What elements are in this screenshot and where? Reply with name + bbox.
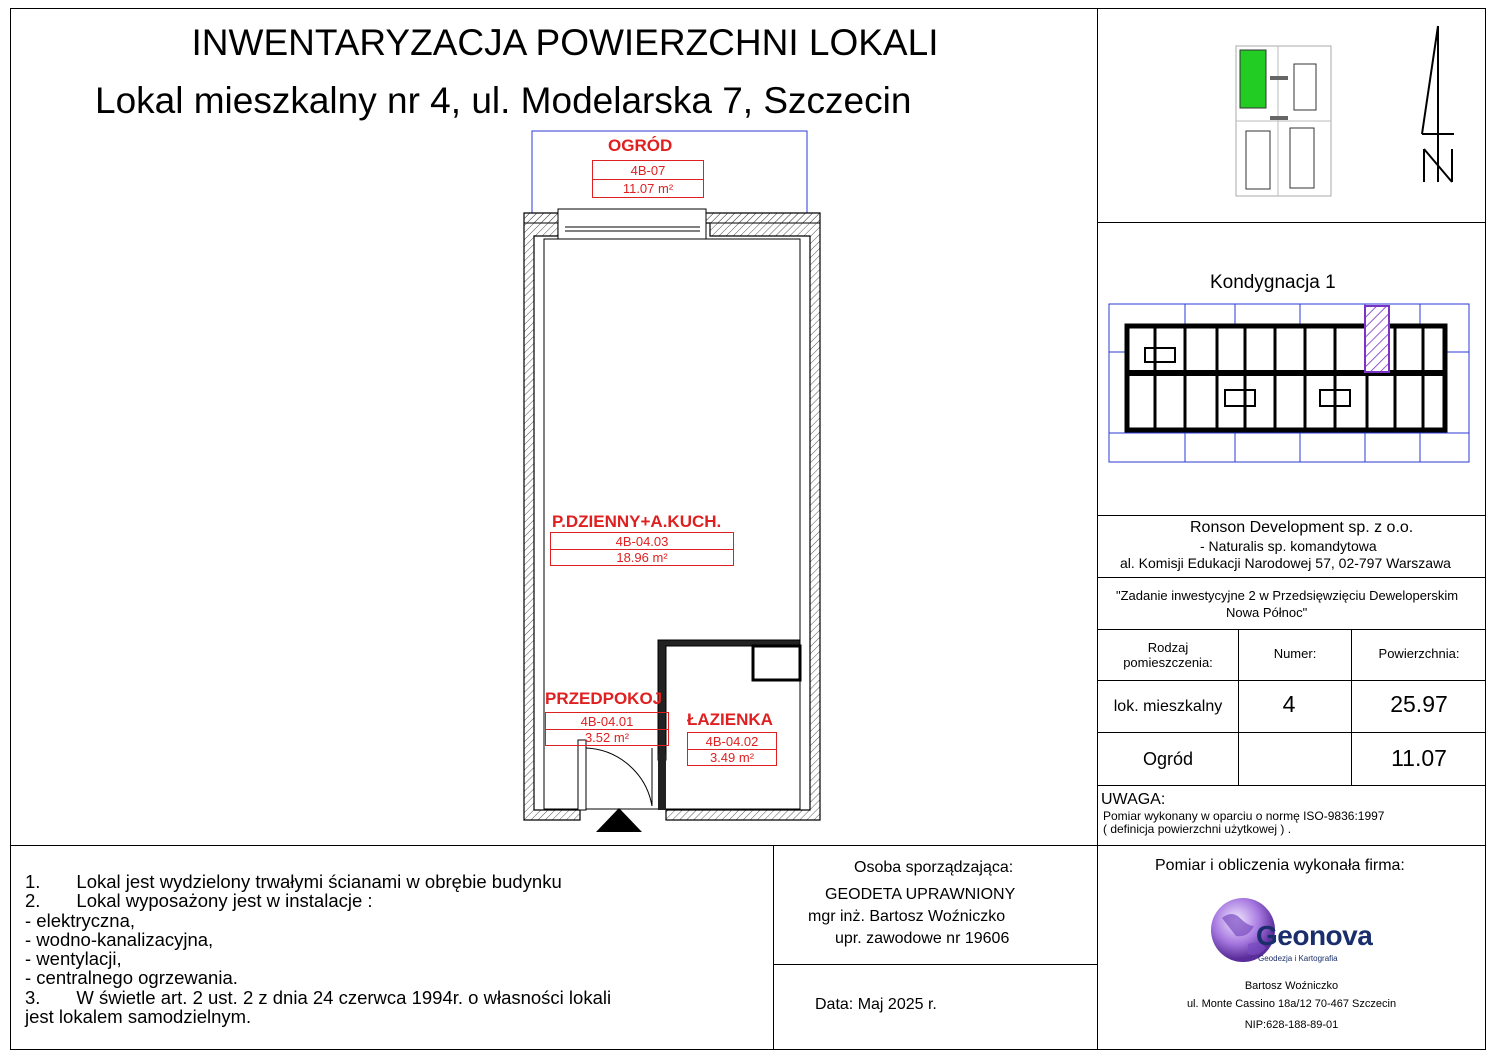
project-line2: Nowa Północ" [1226,605,1308,620]
table-row-1 [1097,680,1486,681]
bottom-divider-1 [773,845,774,1050]
bath-name: ŁAZIENKA [687,710,773,729]
th-area: Powierzchnia: [1378,646,1460,661]
entrance-arrow [596,808,642,832]
author-label: Osoba sporządzająca: [854,859,1014,876]
note-line2: ( definicja powierzchni użytkowej ) . [1103,822,1292,836]
firm-logo-name: Geonova [1256,920,1373,951]
living-name: P.DZIENNY+A.KUCH. [552,512,722,531]
author-divider [773,964,1097,965]
investor-line3: al. Komisji Edukacji Narodowej 57, 02-797 Warszawa [1120,555,1451,571]
bath-code: 4B-04.02 [705,733,759,749]
row2-type: Ogród [1142,749,1194,769]
note-item: 2. Lokal wyposażony jest w instalacje : [25,890,373,912]
note-item: - wodno-kanalizacyjna, [25,928,214,950]
author-line1: GEODETA UPRAWNIONY [825,886,1016,903]
bath-box [687,732,777,766]
firm-person: Bartosz Woźniczko [1244,980,1339,992]
author-line2: mgr inż. Bartosz Woźniczko [808,908,1006,925]
right-divider-1 [1097,222,1486,223]
floor-label: Kondygnacja 1 [1210,272,1336,293]
row2-area: 11.07 [1391,745,1447,771]
bath-area: 3.49 m² [688,749,776,765]
firm-logo-tag: Geodezja i Kartografia [1258,954,1338,963]
living-code: 4B-04.03 [615,533,669,549]
note-item: - wentylacji, [25,948,122,970]
garden-box [592,160,704,198]
th-type: Rodzaj pomieszczenia: [1123,640,1213,670]
right-divider-2 [1097,515,1486,516]
living-box [550,532,734,566]
page-title: INWENTARYZACJA POWIERZCHNI LOKALI [191,22,939,63]
hall-area: 3.52 m² [546,729,668,745]
th-number: Numer: [1273,646,1317,661]
note-item: 3. W świetle art. 2 ust. 2 z dnia 24 czerwca 1994r. o własności lokali [25,986,612,1008]
wall-top-right [704,213,820,223]
investor-line2: - Naturalis sp. komandytowa [1200,538,1377,554]
note-item: jest lokalem samodzielnym. [25,1006,252,1028]
garden-name: OGRÓD [608,136,673,155]
note-item: - elektryczna, [25,909,136,931]
author-line3: upr. zawodowe nr 19606 [835,930,1010,947]
note-label: UWAGA: [1101,791,1166,808]
note-line1: Pomiar wykonany w oparciu o normę ISO-9836:1997 [1103,809,1385,823]
window [558,209,706,239]
note-item: 1. Lokal jest wydzielony trwałymi ścianami w obrębie budynku [25,871,562,892]
firm-address: ul. Monte Cassino 18a/12 70-467 Szczecin [1186,998,1397,1010]
north-arrow-icon [1418,24,1458,184]
row1-area: 25.97 [1390,691,1448,717]
right-divider-3 [1097,577,1486,578]
wall-top-left [524,213,562,223]
hall-code: 4B-04.01 [580,713,634,729]
note-item: - centralnego ogrzewania. [25,967,238,989]
table-row-2 [1097,732,1486,733]
notes-list [25,872,765,1026]
hall-name: PRZEDPOKOJ [545,689,663,708]
table-row-3 [1097,785,1486,786]
page-subtitle: Lokal mieszkalny nr 4, ul. Modelarska 7, Szczecin [95,80,912,121]
investor-line1: Ronson Development sp. z o.o. [1190,519,1414,536]
table-top [1097,629,1486,630]
bottom-panel-divider [10,845,1486,846]
author-date: Data: Maj 2025 r. [815,996,937,1013]
firm-label: Pomiar i obliczenia wykonała firma: [1155,857,1405,874]
garden-code: 4B-07 [630,162,666,178]
firm-nip: NIP:628-188-89-01 [1244,1019,1339,1031]
bathroom-wall-lower [658,754,666,810]
row1-type: lok. mieszkalny [1113,698,1223,715]
site-map [1228,36,1338,202]
hall-stub [578,740,586,810]
living-area: 18.96 m² [551,549,733,565]
hall-box [545,712,669,746]
floor-key-plan [1105,300,1475,466]
row1-number: 4 [1282,691,1296,717]
project-line1: "Zadanie inwestycyjne 2 w Przedsięwzięciu Deweloperskim [1116,588,1459,603]
garden-area: 11.07 m² [593,179,703,197]
